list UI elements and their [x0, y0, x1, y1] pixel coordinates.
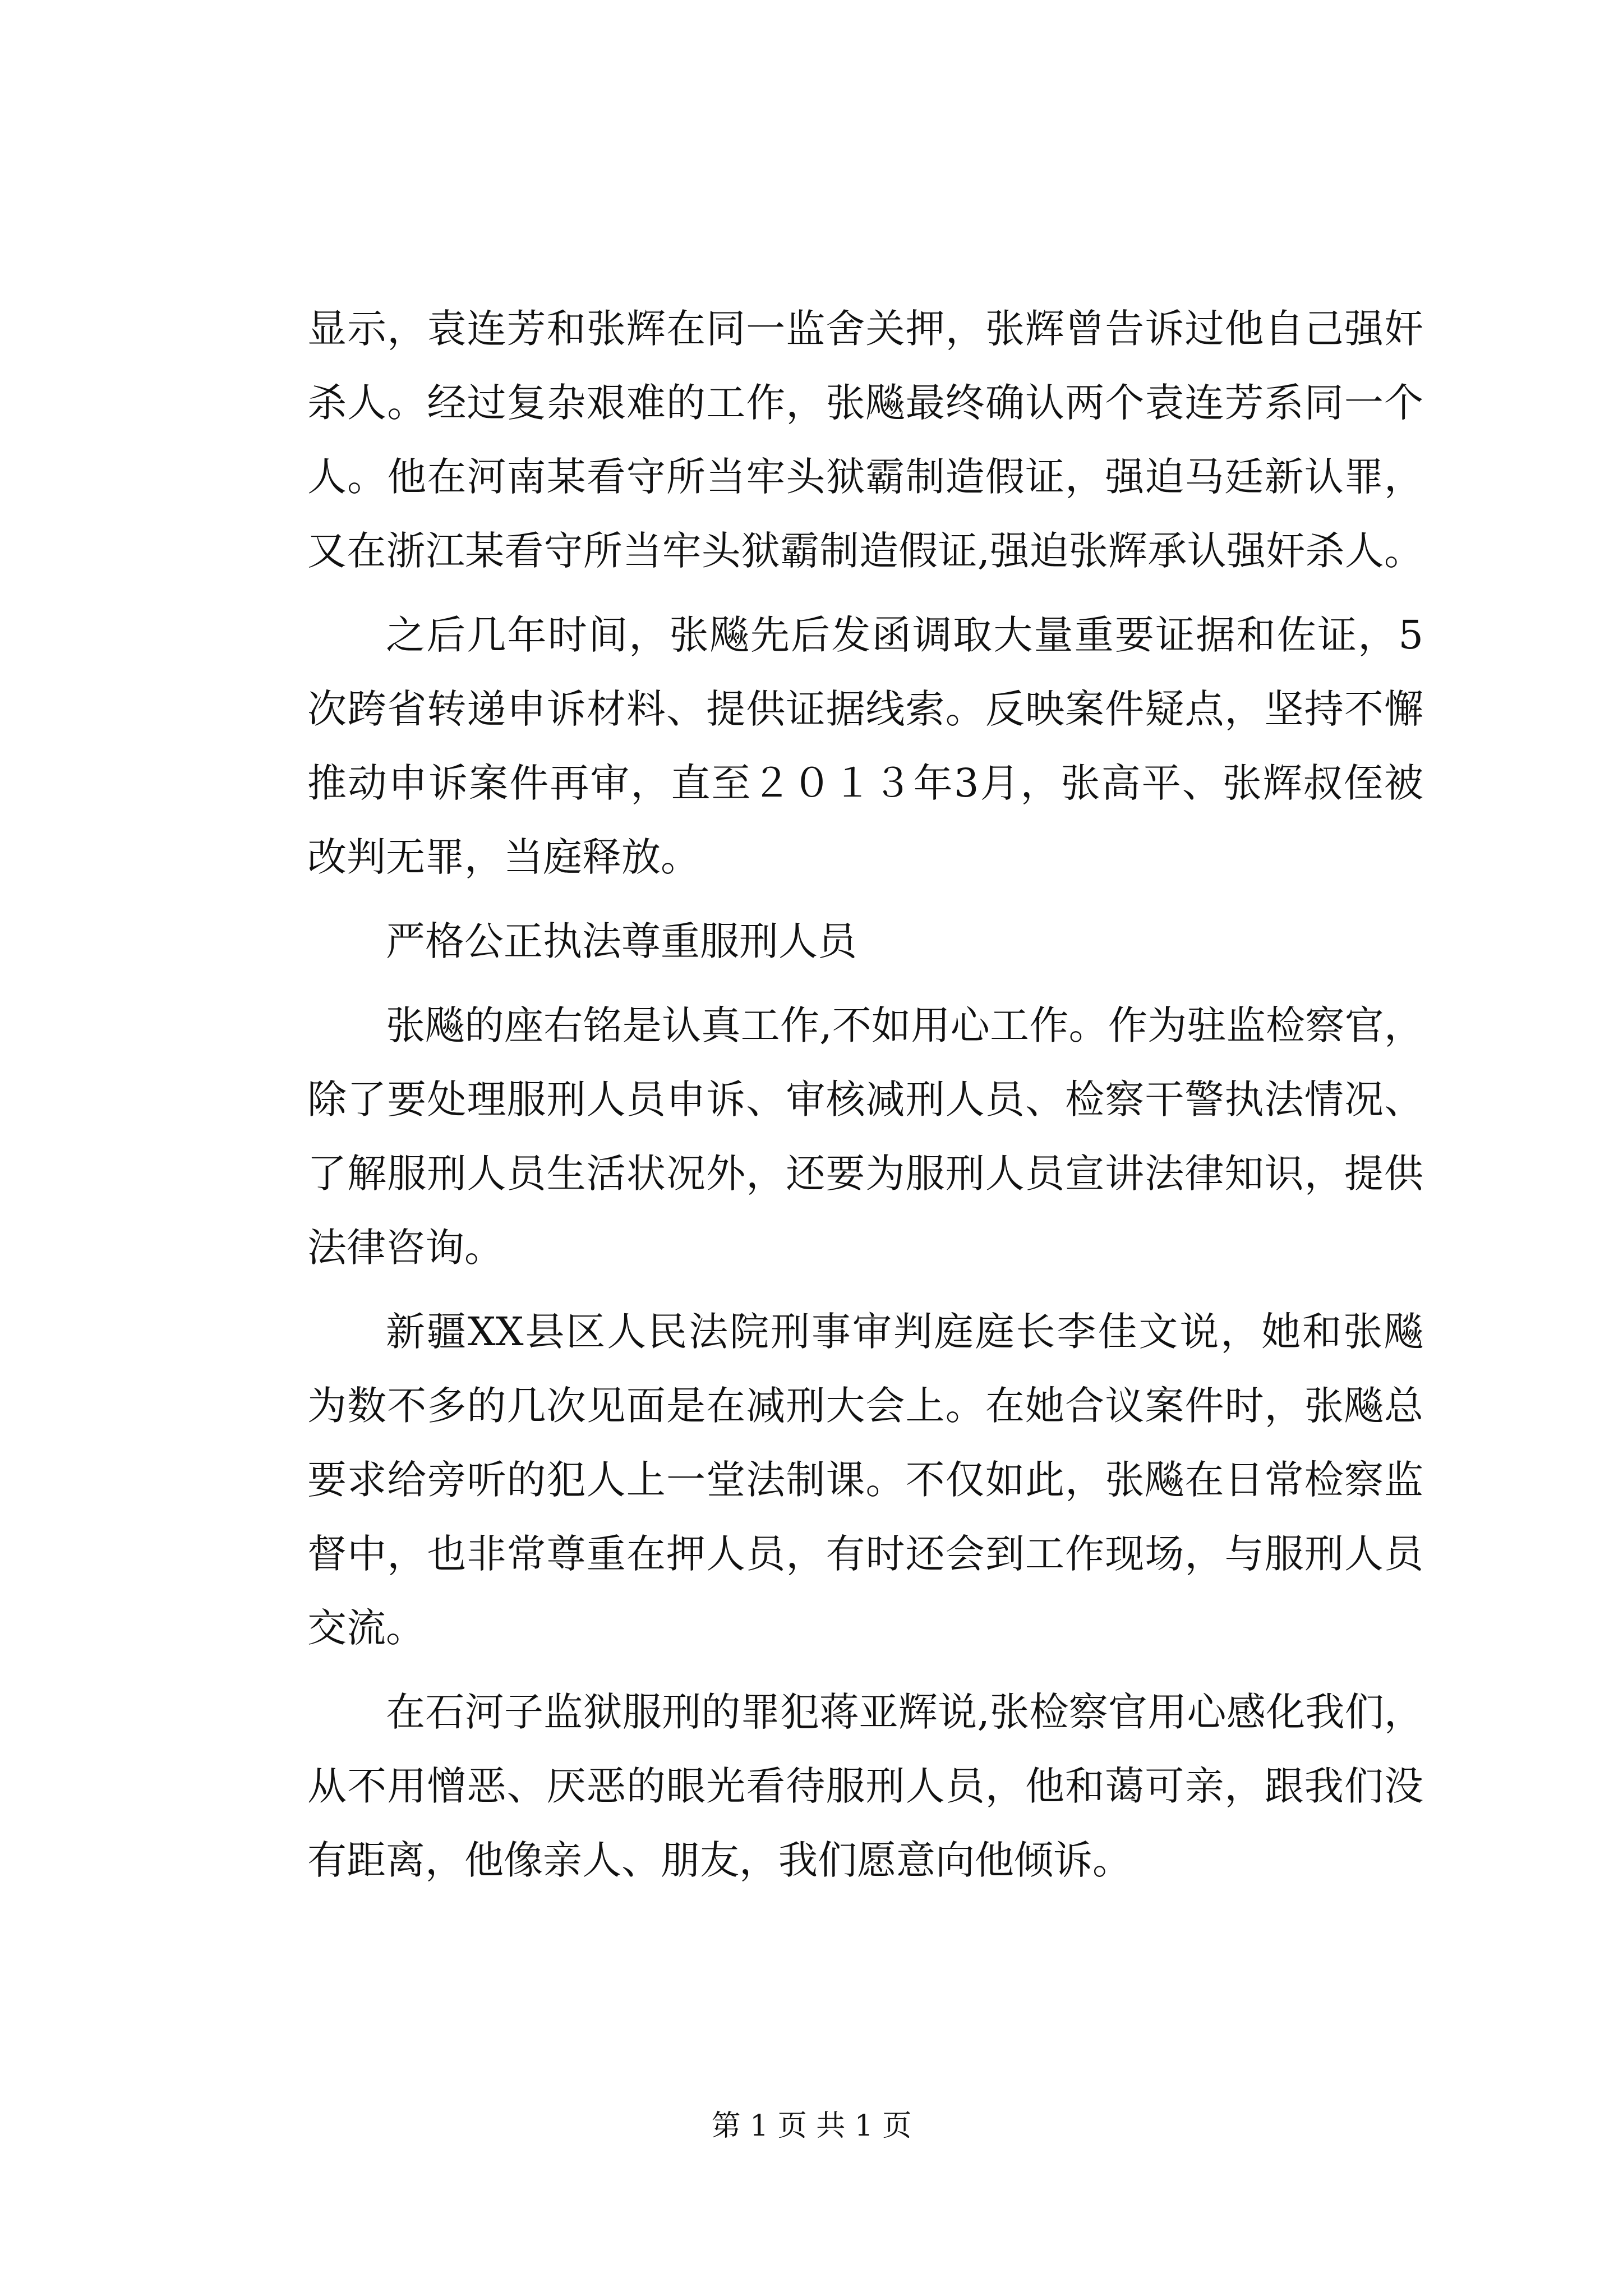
paragraph-gap: [307, 894, 1423, 904]
document-body: [307, 292, 1423, 1897]
section-heading: 严格公正执法尊重服刑人员: [386, 918, 857, 964]
paragraph-gap: [307, 978, 1423, 988]
paragraph-4-line-3: 要求给旁听的犯人上一堂法制课。不仅如此，张飚在日常检察监: [307, 1457, 1423, 1503]
paragraph-2-line-4: 改判无罪，当庭释放。: [307, 834, 700, 880]
paragraph-gap: [307, 588, 1423, 598]
paragraph-3-line-3: 了解服刑人员生活状况外，还要为服刑人员宣讲法律知识，提供: [307, 1151, 1423, 1197]
paragraph-4-line-5: 交流。: [307, 1605, 425, 1651]
paragraph-5-line-3: 有距离，他像亲人、朋友，我们愿意向他倾诉。: [307, 1837, 1132, 1883]
paragraph-1-line-3: 人。他在河南某看守所当牢头狱霸制造假证，强迫马廷新认罪，: [307, 454, 1423, 500]
paragraph-4-line-1: 新疆XX县区人民法院刑事审判庭庭长李佳文说，她和张飚: [386, 1309, 1423, 1355]
paragraph-4-line-4: 督中，也非常尊重在押人员，有时还会到工作现场，与服刑人员: [307, 1531, 1423, 1577]
paragraph-4-line-2: 为数不多的几次见面是在减刑大会上。在她合议案件时，张飚总: [307, 1383, 1423, 1429]
paragraph-3-line-4: 法律咨询。: [307, 1225, 504, 1271]
page-footer: 第 1 页 共 1 页: [711, 2109, 912, 2143]
paragraph-5-line-2: 从不用憎恶、厌恶的眼光看待服刑人员，他和蔼可亲，跟我们没: [307, 1763, 1423, 1809]
paragraph-2-line-1: 之后几年时间，张飚先后发函调取大量重要证据和佐证，5: [386, 612, 1423, 658]
paragraph-3-line-1: 张飚的座右铭是认真工作,不如用心工作。作为驻监检察官，: [386, 1002, 1423, 1048]
paragraph-1-line-4: 又在浙江某看守所当牢头狱霸制造假证,强迫张辉承认强奸杀人。: [307, 528, 1423, 574]
paragraph-1-line-2: 杀人。经过复杂艰难的工作，张飚最终确认两个袁连芳系同一个: [307, 380, 1423, 426]
paragraph-gap: [307, 1285, 1423, 1295]
paragraph-2-line-3: 推动申诉案件再审，直至２０１３年3月，张高平、张辉叔侄被: [307, 760, 1423, 806]
paragraph-1-line-1: 显示，袁连芳和张辉在同一监舍关押，张辉曾告诉过他自己强奸: [307, 306, 1423, 352]
paragraph-3-line-2: 除了要处理服刑人员申诉、审核减刑人员、检察干警执法情况、: [307, 1076, 1423, 1122]
paragraph-gap: [307, 1665, 1423, 1675]
paragraph-5-line-1: 在石河子监狱服刑的罪犯蒋亚辉说,张检察官用心感化我们，: [386, 1689, 1423, 1735]
paragraph-2-line-2: 次跨省转递申诉材料、提供证据线索。反映案件疑点，坚持不懈: [307, 686, 1423, 732]
